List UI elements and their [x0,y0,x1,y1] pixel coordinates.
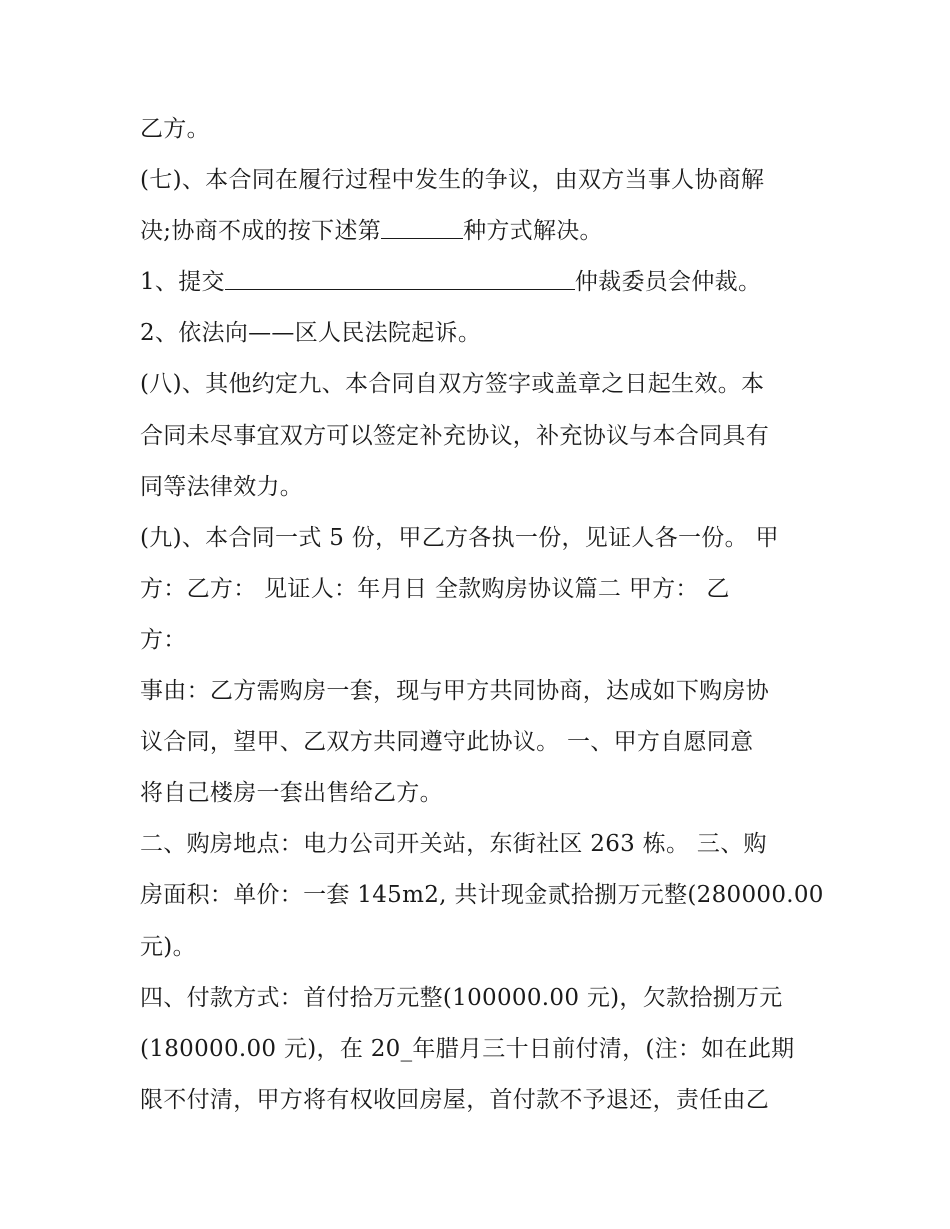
text-line: (180000.00 元)，在 20_年腊月三十日前付清，(注：如在此期 [140,1035,795,1062]
line-text-after: 种方式解决。 [463,218,603,245]
line-text-before: 决;协商不成的按下述第 [140,218,382,245]
text-line: 二、购房地点：电力公司开关站，东街社区 263 栋。 三、购 [140,831,767,858]
text-line-with-blank [140,206,820,257]
line-text-before: 1、提交 [140,269,225,296]
text-line: 将自己楼房一套出售给乙方。 [140,780,443,807]
text-line: 方：乙方： 见证人：年月日 全款购房协议篇二 甲方： 乙 [140,575,730,602]
text-line: 方： [140,626,187,653]
document-page [140,104,824,1126]
text-line: 房面积：单价：一套 145m2, 共计现金贰拾捌万元整(280000.00 [140,882,824,909]
text-line: 四、付款方式：首付拾万元整(100000.00 元)，欠款拾捌万元 [140,984,783,1011]
text-line: 事由：乙方需购房一套，现与甲方共同协商，达成如下购房协 [140,678,770,705]
text-line: 议合同，望甲、乙双方共同遵守此协议。 一、甲方自愿同意 [140,729,754,756]
text-line: 2、依法向——区人民法院起诉。 [140,320,482,347]
text-line: 元)。 [140,933,196,960]
text-line: (七)、本合同在履行过程中发生的争议，由双方当事人协商解 [140,167,765,194]
text-line: (九)、本合同一式 5 份，甲乙方各执一份，见证人各一份。 甲 [140,524,779,551]
fill-in-blank [225,269,575,291]
text-line-with-blank [140,257,820,308]
text-line: (八)、其他约定九、本合同自双方签字或盖章之日起生效。本 [140,371,765,398]
text-line: 乙方。 [140,116,210,142]
text-line: 同等法律效力。 [140,473,304,500]
line-text-after: 仲裁委员会仲裁。 [574,269,762,296]
text-line: 合同未尽事宜双方可以签定补充协议，补充协议与本合同具有 [140,422,770,449]
text-line: 限不付清，甲方将有权收回房屋，首付款不予退还，责任由乙 [140,1086,770,1113]
fill-in-blank [381,218,463,240]
